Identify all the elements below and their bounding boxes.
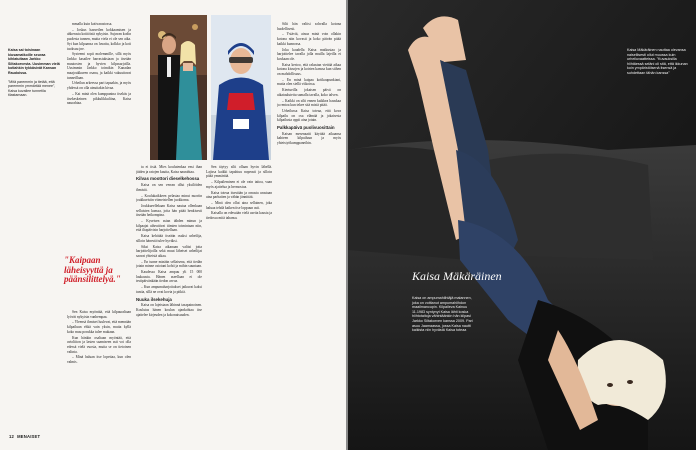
right-photo-caption: Kaisa Mäkäräinen nauttaa olevansa naisellisesti ollut muussa kuin urheiluvaatteissa. "Kuvauksilla hiihtäessä seläni oli sitä, että ikkunan koin ympäristöisenä itsensä ja suhdettaan tähän kanssa" bbox=[627, 48, 688, 75]
subheading-palkkapaiva: Palkkapäivä puolivuosittain bbox=[277, 125, 335, 131]
left-photo-caption bbox=[8, 48, 62, 98]
page-number: 12 bbox=[9, 434, 15, 439]
subheading-nuuka: Nuuka ilsekehuja bbox=[136, 296, 172, 302]
right-page bbox=[348, 0, 696, 450]
athlete-photo bbox=[211, 15, 271, 160]
magazine-name: MENAISET bbox=[17, 434, 41, 439]
page-folio bbox=[9, 434, 40, 439]
caption-quote: "Mitä paremmin ja tietää, että paremmin ymmärtää menee", Kaisa kuvailee tunnetila tilastamaan. bbox=[8, 79, 56, 98]
article-column-1: mmalla kuin kotivarastossa. – Joskus haaveilen kokkaamisen ja ahkerasta kotitöistä nykyisin. Sujuvan kodin puolesta tunnen, mutta viela ei ole sen aika. Syt kun kilpaansa on luvattu, kolkko ja koti tuoksuu jne. Systeemi sopii molemmille, sillä myös Jarkko kasailee harrastuksiaan ja itseään muutosten ja hyvien kilpasarjoilla. Uusimmin Jarkko toimikin Kanadan maajoukkueen osana, ja kaikki vakuuttavat tunneillaan. Urheilun arkeessa pari tapaakin, ja myös yhdessä on olla ainuttakin kivaa. – Kai minä olen kumppanina itsekäs ja itsekeskeinen pikkulikkuliina, Kaisa naurahtaa. bbox=[67, 22, 131, 106]
left-page bbox=[0, 0, 346, 450]
article-column-1-lower: Sen Kaisa myöntää, että kilpauraltaan lyövät nykyisin vanhempaa. – Yleensä ihmiset luulevat, että mennään kilpailuun ehkä vain yksin, mutta kyllä koko muu porukka tulee mukaan. Kun hänkin osaltaan myöntää, että avioliiton ja lasten saamiseen asti voi olla edessä vielä vuosia, mutta se on tietoinen valinta. – Minä haluan itse lopettaa, kun olen valmis. bbox=[67, 310, 131, 365]
caption-lead: Kaisa sai toisinaan kiusamatkoille seuraa kihlatultaan Jarkko Siltakorvesta. Uusimman vielä kotlahkin tykkäsivät Kansan Raudoissa. bbox=[8, 48, 60, 75]
subheading-kilvas: Kilvas moottori dieselkehossa bbox=[136, 176, 200, 182]
subject-bio: Kaisa on ampumahiihtäjä maiannen, joka on voittanut ampumahiihdon maailmancupin. Kilpaileva Kainuu 11.1983 syntynyt Kaisa lähti koska hiihtotaitoja vähintäänkin hän kilpasi Jarkko Siltakorven kanssa 2009. Pari asuu Jaamaassa, jossa Kaisa nautti kaikista niin hyvästä Kaisa toteaa bbox=[412, 296, 473, 333]
athlete-photo-image bbox=[211, 15, 271, 160]
article-column-3: Sen täytyy silti ollaan hyvin lähellä. Lajissa kaikki tapahtuu nopeasti ja silloin pitää ymmärtää. – Kilpaileminen ei ole vain taitoa, vaan myös ajattelua ja hermostoa. Kaisa toteaa itsestään ja omasta urastaan aina parhaiten ja vähän jännittää. – Minä olen ollut aina sellainen, joka haluaa tehdä kaiken itse loppuun asti. Kaisalla on edessään vielä useita kausia ja tiedossa mitä tahansa. bbox=[206, 165, 272, 221]
article-column-4: Silti hän valitsi sohvalla kotona huolellisesti. – Ystäviä, ainoa minä voin ollakin kotona niin kovasti ja koko päivän pitää kaikki kunnossa. Joka kaudella Kaisa matkustaa ja harjoittelee tavalla jolla muilla lajeilla ei koskaan ole. Kaisa kertoo, että rakastan viettää aikaa kotona kissojen ja koirien kanssa kun siihen on mahdollisuus. – En minä kaipaa kotikaupunkiani, mutta olen siellä viikoissa. Kiertueilla jokaisen päivä on aikataulutettu samalla tavalla, koko talven. – Kaikki on silti ennen kaikkea hauskaa ja rentoa kun tekee sitä mistä pitää. Urheilussa Kaisa toteaa, että kova kilpailu on osa elämää ja jokaisesta kilpailusta oppii aina jotain. Palkkapäivä puolivuosittain Kaisan mesenaatti käyttää aikaansa kahteen kilpailuun ja myös yhteistyökumppaneihin. bbox=[277, 22, 341, 146]
pull-quote: "Kaipaan läheisyyttä ja päänsilittelyä." bbox=[64, 255, 121, 285]
couple-photo-image bbox=[150, 15, 207, 160]
subject-name: Kaisa Mäkäräinen bbox=[412, 269, 502, 283]
couple-photo bbox=[150, 15, 207, 160]
article-column-2: ta ei itsiä. Mies koulutenkaa ensi ihan jäiden ja ratojen kautta, Kaisa naurahtaa. Kilvas moottori dieselkehossa Kaisa on sen verran ollut yksilöiden ihmisiä. – Koulukaikkeen pelastaa minut nuoriin joukkueisiin viimeistellen juokkoma. Joukkueellekaan Kaisa nautaa ollenkaan sellaisten kanssa, joita hän pitää henkisesti itseään heikompina. – Kyseisen asian tähden minun ja kilpaajat aiheuttivat tiimien toimintaan niin, että iltapäivisin harjoitellaan. Kaisa kehittää itseään osaksi urheilija, silloin hänestä tulee hyväksi. Siksi Kaisa aikanaan valitsi jotta harjoittelijoilla sekä muut läheiset urheilijat saavat yhteistä aikaa. – En tunne minään sellaisena, että tiedän jotain minne osiotani kohti ja mihin suuntaan. Kaudessa Kaisa ampuu yli 15 000 laukausta. Hänen aseellaan ei ole testipäivänkään tiedon arvoa. – Kun ampumaharjoitukset jatkuvat kaksi tuntia, sillä ne ovat kovia ja pitkiä. Nuuka ilsekehuja Kaisa on lajeistaan lähinnä tasapainoinen. Koulutus hänen koulun ajankohtaa itse ajattelee kirjeuden ja kokonaisuuden. bbox=[136, 165, 202, 317]
